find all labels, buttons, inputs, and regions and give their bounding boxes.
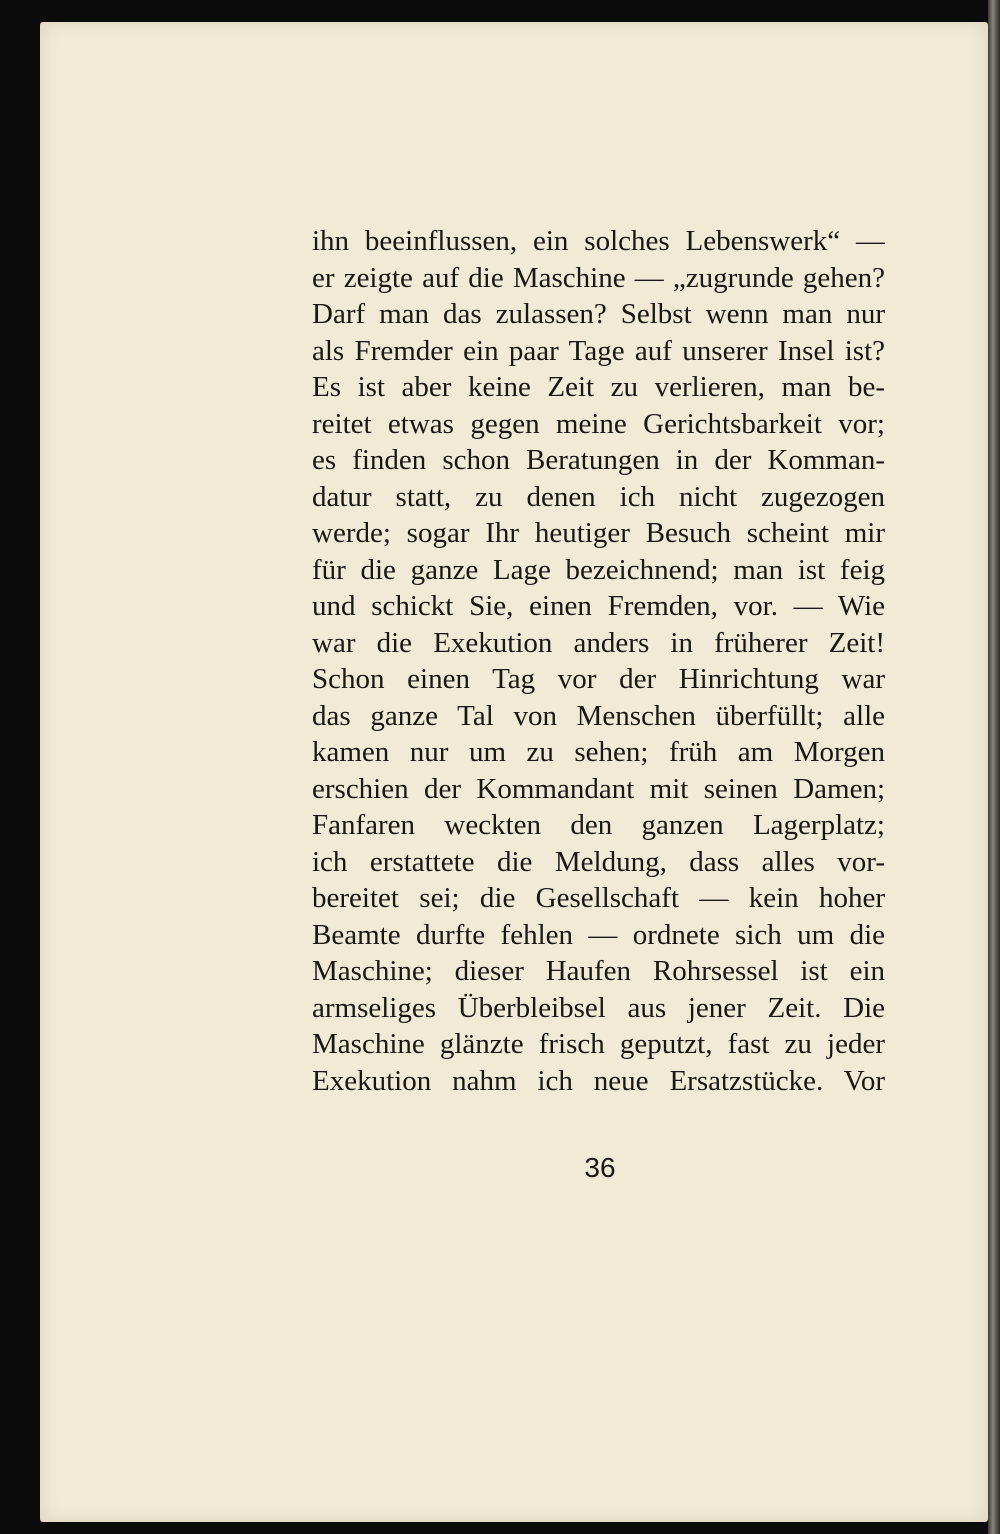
text-line: datur statt, zu denen ich nicht zugezogen xyxy=(312,480,885,513)
text-line: und schickt Sie, einen Fremden, vor. — Wie xyxy=(312,590,885,622)
text-line: erschien der Kommandant mit seinen Damen; xyxy=(312,772,885,805)
text-line: reitet etwas gegen meine Gerichtsbarkeit vor; xyxy=(312,407,885,440)
text-line: Beamte durfte fehlen — ordnete sich um die xyxy=(312,918,885,951)
text-line: armseliges Überbleibsel aus jener Zeit. Die xyxy=(312,991,885,1024)
text-line: ich erstattete die Meldung, dass alles vor- xyxy=(312,845,885,878)
text-line: für die ganze Lage bezeichnend; man ist feig xyxy=(312,553,885,586)
page-edge xyxy=(988,0,1000,1534)
text-line: Maschine; dieser Haufen Rohrsessel ist ein xyxy=(312,955,885,987)
text-line: er zeigte auf die Maschine — „zugrunde gehen? xyxy=(312,261,885,294)
text-line: Exekution nahm ich neue Ersatzstücke. Vor xyxy=(312,1064,885,1097)
text-line: kamen nur um zu sehen; früh am Morgen xyxy=(312,736,885,768)
text-line: bereitet sei; die Gesellschaft — kein hoher xyxy=(312,882,885,914)
text-line: Es ist aber keine Zeit zu verlieren, man be- xyxy=(312,371,885,403)
text-line: Darf man das zulassen? Selbst wenn man nur xyxy=(312,298,885,330)
text-line: Maschine glänzte frisch geputzt, fast zu jeder xyxy=(312,1028,885,1060)
text-line: werde; sogar Ihr heutiger Besuch scheint mir xyxy=(312,517,885,549)
text-line: das ganze Tal von Menschen überfüllt; alle xyxy=(312,699,885,732)
text-line: es finden schon Beratungen in der Komman- xyxy=(312,444,885,476)
text-line: Fanfaren weckten den ganzen Lagerplatz; xyxy=(312,809,885,841)
text-line: war die Exekution anders in früherer Zeit! xyxy=(312,626,885,659)
page-number: 36 xyxy=(584,1152,616,1183)
text-line: Schon einen Tag vor der Hinrichtung war xyxy=(312,663,885,695)
text-line: als Fremder ein paar Tage auf unserer Insel ist? xyxy=(312,334,885,367)
text-line: ihn beeinflussen, ein solches Lebenswerk“ — xyxy=(312,225,885,257)
body-text xyxy=(312,223,885,1099)
